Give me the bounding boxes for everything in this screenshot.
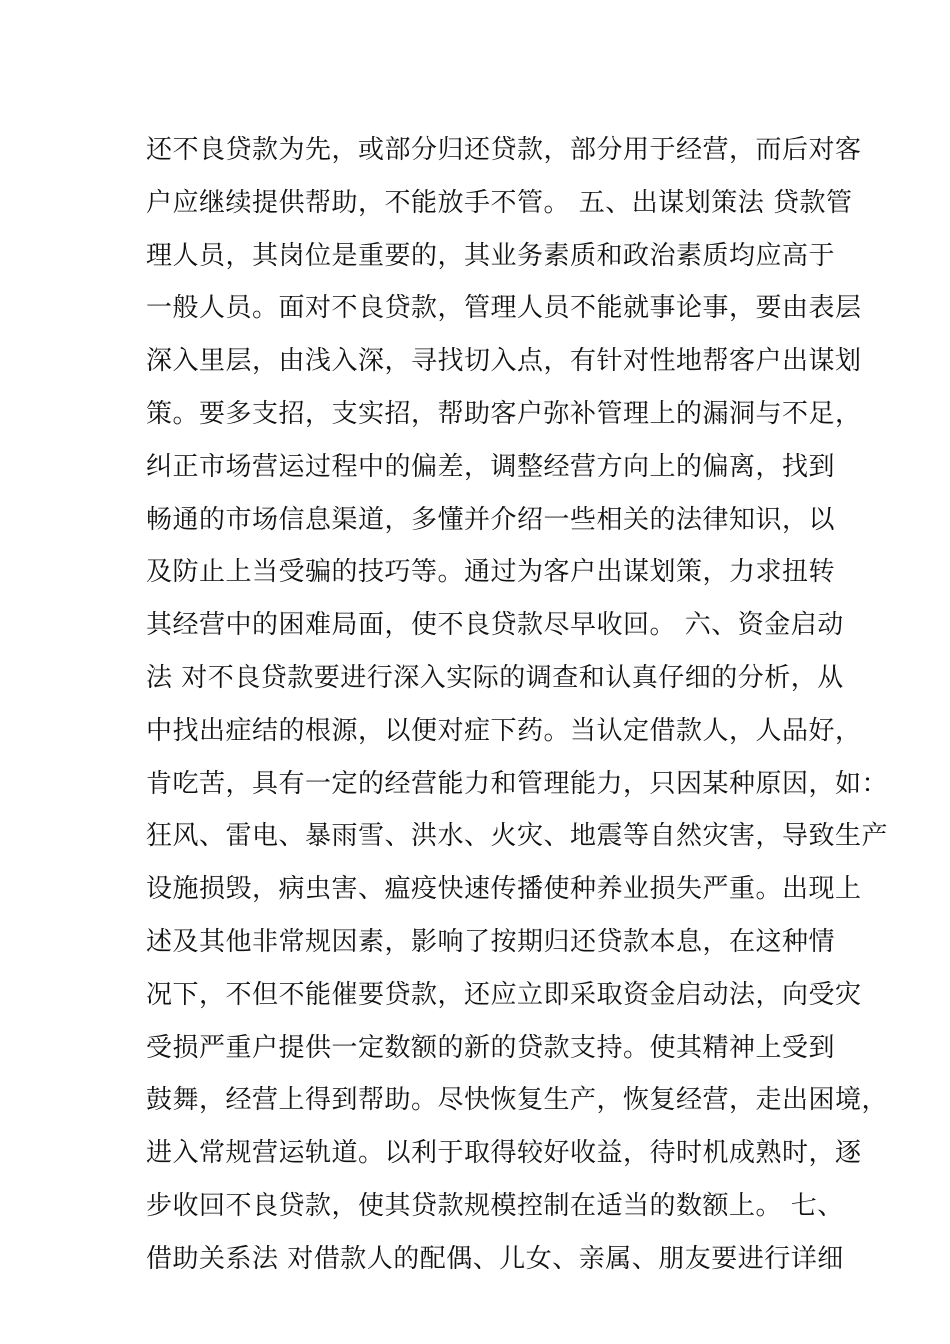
- text-line: 狂风、雷电、暴雨雪、洪水、火灾、地震等自然灾害，导致生产: [146, 821, 889, 852]
- text-line: 鼓舞，经营上得到帮助。尽快恢复生产，恢复经营，走出困境，: [146, 1085, 889, 1116]
- body-text: [146, 124, 889, 1286]
- text-line: 及防止上当受骗的技巧等。通过为客户出谋划策，力求扭转: [146, 557, 836, 588]
- text-line: 法 对不良贷款要进行深入实际的调查和认真仔细的分析，从: [146, 662, 844, 693]
- text-line: 深入里层，由浅入深，寻找切入点，有针对性地帮客户出谋划: [146, 346, 862, 377]
- text-line: 借助关系法 对借款人的配偶、儿女、亲属、朋友要进行详细: [146, 1243, 844, 1274]
- text-line: 理人员，其岗位是重要的，其业务素质和政治素质均应高于: [146, 240, 836, 271]
- text-line: 其经营中的困难局面，使不良贷款尽早收回。 六、资金启动: [146, 610, 844, 641]
- text-line: 户应继续提供帮助，不能放手不管。 五、出谋划策法 贷款管: [146, 187, 853, 218]
- text-line: 中找出症结的根源，以便对症下药。当认定借款人，人品好，: [146, 715, 862, 746]
- text-line: 纠正市场营运过程中的偏差，调整经营方向上的偏离，找到: [146, 451, 836, 482]
- text-line: 进入常规营运轨道。以利于取得较好收益，待时机成熟时，逐: [146, 1138, 862, 1169]
- text-line: 还不良贷款为先，或部分归还贷款，部分用于经营，而后对客: [146, 135, 862, 165]
- text-line: 肯吃苦，具有一定的经营能力和管理能力，只因某种原因，如：: [146, 768, 889, 799]
- text-line: 步收回不良贷款，使其贷款规模控制在适当的数额上。 七、: [146, 1190, 844, 1221]
- text-line: 受损严重户提供一定数额的新的贷款支持。使其精神上受到: [146, 1032, 836, 1063]
- text-line: 一般人员。面对不良贷款，管理人员不能就事论事，要由表层: [146, 293, 862, 324]
- text-line: 策。要多支招，支实招，帮助客户弥补管理上的漏洞与不足，: [146, 398, 862, 429]
- text-line: 述及其他非常规因素，影响了按期归还贷款本息，在这种情: [146, 926, 836, 957]
- text-line: 畅通的市场信息渠道，多懂并介绍一些相关的法律知识，以: [146, 504, 836, 535]
- text-line: 况下，不但不能催要贷款，还应立即采取资金启动法，向受灾: [146, 979, 862, 1010]
- text-line: 设施损毁，病虫害、瘟疫快速传播使种养业损失严重。出现上: [146, 874, 862, 905]
